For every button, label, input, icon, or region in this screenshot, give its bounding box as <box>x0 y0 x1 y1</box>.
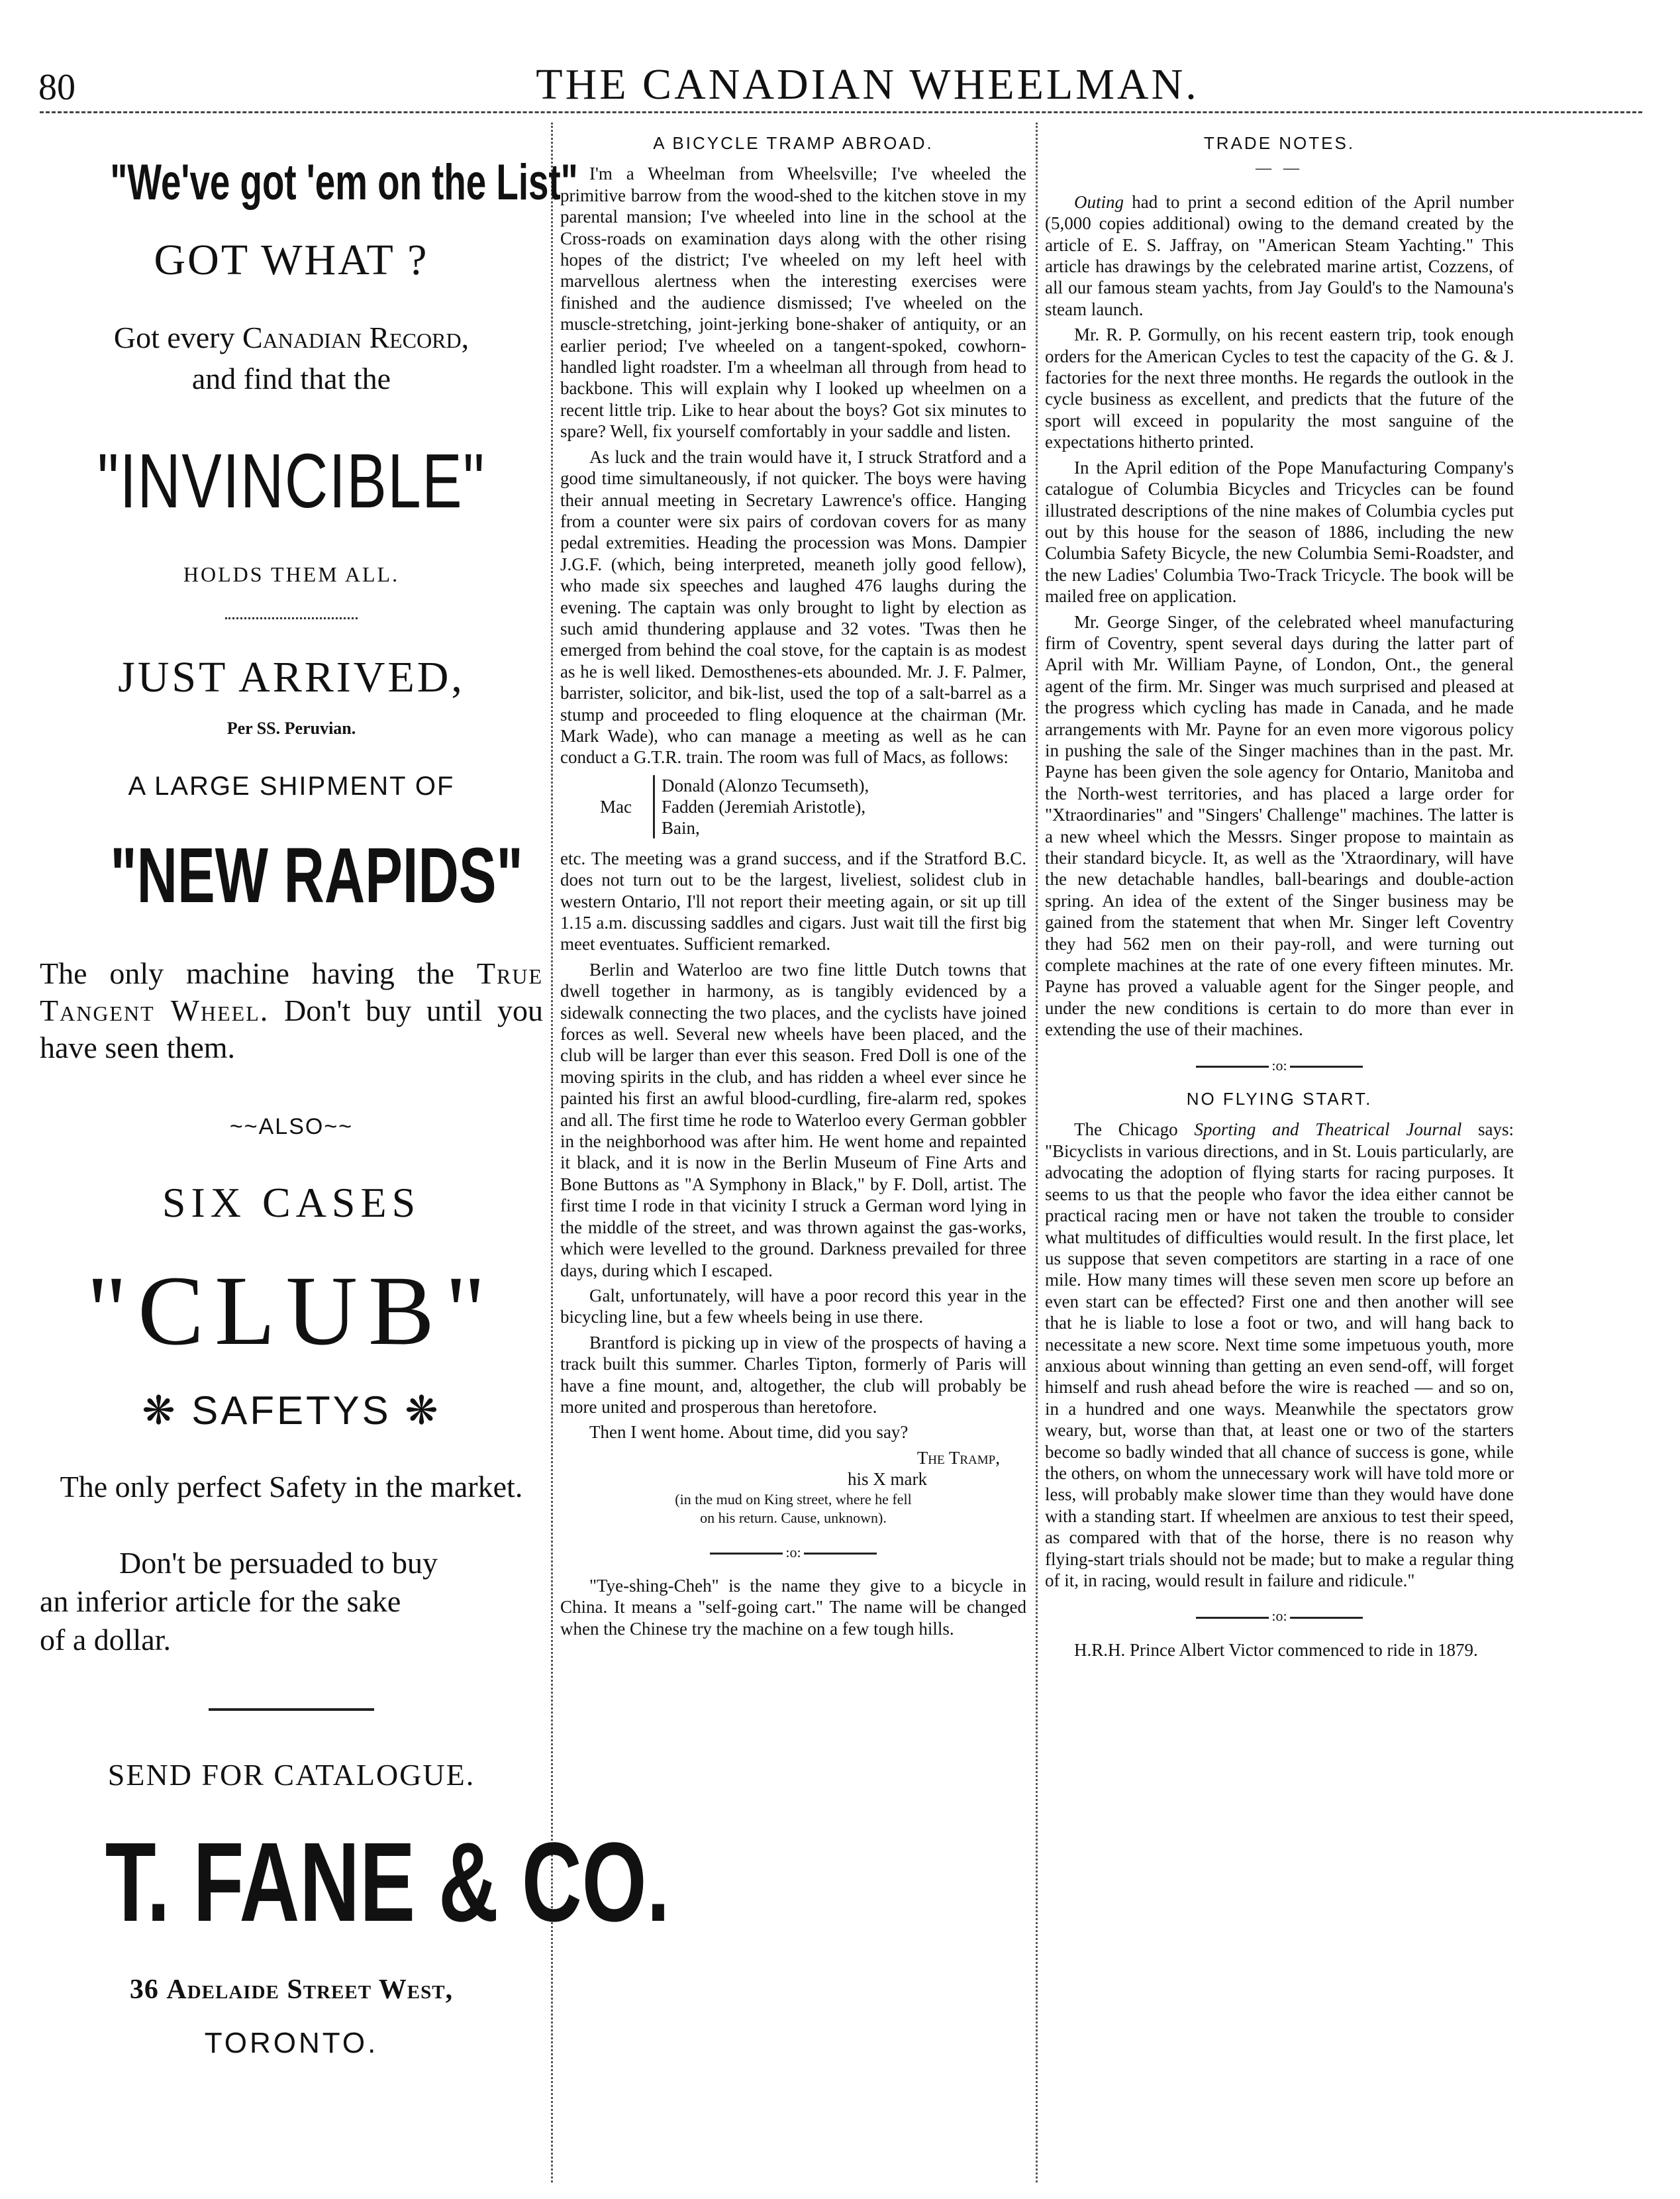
ad-perfect-safety: The only perfect Safety in the market. <box>60 1470 523 1504</box>
advertisement-column <box>40 126 670 2060</box>
ad-every-record <box>40 317 543 399</box>
masthead-title: THE CANADIAN WHEELMAN. <box>536 60 1199 109</box>
ad-every-2: and find that the <box>191 362 391 395</box>
ad-only-machine-sc: True Tangent Wheel. <box>40 956 543 1027</box>
ad-also: ~~ALSO~~ <box>229 1114 354 1139</box>
ad-rule <box>209 1708 374 1711</box>
ornament-icon: ❋ <box>405 1388 441 1433</box>
flying-paragraph-1-text: says: "Bicyclists in various directions, and in St. Louis particularly, are advocating the adoption of flying starts for racing purposes. It seems to us that the people who favor the idea either cannot be practical racing men or have not taken the trouble to consider what multitudes of difficulties would result. In the first place, let us suppose that seven competitors are starting in a race of one mile. How many times will these seven men score up before an even start can be effected? First one and then another will see that he is liable to lose a foot or two, and will hang back to necessitate a new score. Next time some impetuous youth, more anxious about winning than getting an even send-off, will forget himself and rush ahead before the wire is reached — and so on, in a hundred and one ways. Meanwhile the spectators grow weary, but, worse than that, at least one or two of the starters become so badly winded that all chance of success is gone, while the others, on whom the unnecessary work will have told more or less, will probably make slower time than they would have done with a standing start. If wheelmen are anxious to test their speed, as compared with that of the horse, there is no reason why flying-start trials should not be made; but to make a regular thing of it, in racing, would result in failure and ridicule." <box>1045 1119 1514 1590</box>
tramp-separator <box>560 1542 1026 1563</box>
tramp-note-2: on his return. Cause, unknown). <box>700 1509 887 1526</box>
mac-word: Mac <box>600 796 632 817</box>
title-dash: — — <box>1256 160 1303 178</box>
separator-rule <box>804 1553 877 1555</box>
ad-list-headline: "We've got 'em on the List" <box>110 154 578 211</box>
column-tramp <box>560 132 1026 1643</box>
ad-large-shipment: A LARGE SHIPMENT OF <box>128 772 455 801</box>
tramp-paragraph-6: Brantford is picking up in view of the prospects of having a track built this summer. Charles Tipton, formerly of Paris will have a fine mount, and, altogether, the club will probably be more united and prosperous than heretofore. <box>560 1332 1026 1417</box>
separator-rule <box>1196 1066 1269 1068</box>
tramp-paragraph-5: Galt, unfortunately, will have a poor record this year in the bicycling line, but a few wheels being in use there. <box>560 1285 1026 1327</box>
mac-name-1: Donald (Alonzo Tecumseth), <box>662 775 869 795</box>
article-title-trade: TRADE NOTES. <box>1203 133 1356 153</box>
trade-separator <box>1045 1055 1514 1076</box>
separator-rule <box>1290 1066 1363 1068</box>
ad-persuade-2: an inferior article for the sake <box>40 1584 401 1618</box>
ad-persuade-3: of a dollar. <box>40 1623 171 1657</box>
ad-only-machine-1: The only machine having the <box>40 956 455 990</box>
trade-paragraph-4: Mr. George Singer, of the celebrated wheel manufacturing firm of Coventry, spent several days during the latter part of April with Mr. William Payne, of London, Ont., the general agent of the firm. Mr. Singer was much surprised and pleased at the progress which cycling has made in Canada, and he made arrangements with Mr. Payne for an even more vigorous policy in pushing the sale of the Singer machines than in the past. Mr. Payne has been given the sole agency for Ontario, Manitoba and the North-west territories, and has placed a large order for "Xtraordinaries" and "Singers' Challenge" machines. The latter is a new wheel which the Messrs. Singer propose to maintain as their standard bicycle. It, as well as the 'Xtraordinary, will have the new detachable handles, ball-bearings and double-action spring. An idea of the extent of the Singer business may be gained from the statement that when Mr. Singer left Coventry they had 562 men on their pay-roll, and were turning out complete machines at the rate of one every fifteen minutes. Mr. Payne has proved a valuable agent for the Singer people, and under the new conditions is certain to do more than ever in extending the use of their machines. <box>1045 611 1514 1040</box>
ad-address-number: 36 <box>129 1974 159 2005</box>
outing-title: Outing <box>1074 191 1124 212</box>
ad-true-tangent <box>40 955 543 1066</box>
ad-just-arrived: JUST ARRIVED, <box>118 653 465 701</box>
ad-company-name: T. FANE & CO. <box>105 1819 670 1945</box>
ad-persuade-1: Don't be persuaded to buy <box>119 1546 438 1580</box>
tramp-paragraph-4: Berlin and Waterloo are two fine little Dutch towns that dwell together in harmony, as is tangibly evidenced by a sidewalk connecting the two places, and the cyclists have joined forces as well. Several new wheels have been placed, and the club will be larger than ever this season. Fred Doll is one of the moving spirits in the club, and has ridden a wheel ever since he painted his first an awful blood-curdling, fire-alarm red, spokes and all. The first time he rode to Waterloo every German gobbler in the neighborhood was after him. He went home and repainted it black, and it is now in the Berlin Museum of Fine Arts and Bone Buttons as "A Symphony in Black," by F. Doll, artist. The first time I rode in that vicinity I struck a German word lying in the middle of the street, and was thrown against the gas-works, which were levelled to the ground. Darkness prevailed for three days, during which I escaped. <box>560 959 1026 1280</box>
ad-per-ship: Per SS. Peruvian. <box>226 719 356 738</box>
ad-safetys-text: SAFETYS <box>191 1388 391 1433</box>
article-title-tramp: A BICYCLE TRAMP ABROAD. <box>653 133 934 153</box>
tramp-paragraph-7: Then I went home. About time, did you say? <box>589 1422 909 1443</box>
separator-mark: :o: <box>785 1543 801 1560</box>
header-rule <box>40 111 1642 113</box>
flying-separator <box>1045 1606 1514 1627</box>
journal-title: Sporting and Theatrical Journal <box>1194 1119 1462 1140</box>
tramp-signature: The Tramp, <box>916 1447 1000 1468</box>
ad-club: "CLUB" <box>86 1256 497 1366</box>
ad-only-machine-2: Don't buy until you have seen them. <box>40 994 543 1064</box>
flying-paragraph-1 <box>1045 1119 1514 1591</box>
flying-paragraph-2: H.R.H. Prince Albert Victor commenced to ride in 1879. <box>1074 1639 1478 1660</box>
ad-safetys <box>40 1388 543 1434</box>
article-title-flying: NO FLYING START. <box>1186 1089 1373 1109</box>
trade-paragraph-1-text: had to print a second edition of the April number (5,000 copies additional) owing to the demand created by the article of E. S. Jaffray, on "American Steam Yachting." This article has drawings by the celebrated marine artist, Cozzens, of all our famous steam yachts, from Jay Gould's to the Namouna's steam launch. <box>1045 191 1514 319</box>
macs-list <box>600 775 1026 839</box>
ad-send-catalogue: SEND FOR CATALOGUE. <box>107 1758 475 1792</box>
tramp-paragraph-2: As luck and the train would have it, I struck Stratford and a good time simultaneously, if not quicker. The boys were having their annual meeting in Secretary Lawrence's office. Hanging from a counter were six pairs of cordovan covers for as many pedal extremities. Heading the procession was Mons. Dampier J.G.F. (which, being interpreted, meaneth jolly good fellow), who made six speeches and laughed 476 laughs during the evening. The captain was only brought to light by election as such amid thundering applause and 32 votes. 'Twas then he emerged from behind the coal stove, for the captain is as modest as he is well liked. Demosthenes-ets abounded. Mr. J. F. Palmer, barrister, solicitor, and bik-list, used the top of a salt-barrel as a stump and proceeded to fling eloquence at the chairman (Mr. Mark Wade), who can manage a meeting as well as he can conduct a G.T.R. train. The room was full of Macs, as follows: <box>560 446 1026 768</box>
page-number: 80 <box>38 67 75 108</box>
separator-mark: :o: <box>1271 1056 1287 1074</box>
ad-city: TORONTO. <box>204 2027 379 2059</box>
tramp-paragraph-8: "Tye-shing-Cheh" is the name they give to a bicycle in China. It means a "self-going cart." The name will be changed when the Chinese try the machine on a few tough hills. <box>560 1575 1026 1639</box>
tramp-paragraph-3: etc. The meeting was a grand success, and if the Stratford B.C. does not turn out to be the largest, liveliest, solidest club in western Ontario, I'll not report their meeting again, or sit up till 1.15 a.m. discussing saddles and cigars. Just wait till the first big meet eventuates. Sufficient remarked. <box>560 848 1026 954</box>
ornament-icon: ❋ <box>142 1388 178 1433</box>
tramp-paragraph-1: I'm a Wheelman from Wheelsville; I've wheeled the primitive barrow from the wood-shed to the kitchen stove in my parental mansion; I've wheeled into line in the school at the Cross-roads on examination days along with the other rising hopes of the district; I've wheeled on my left heel with marvellous alertness when the interesting exercises were finished and the audience dismissed; I've wheeled on the muscle-stretching, joint-jerking bone-shaker of antiquity, or an earlier period; I've wheeled on a tangent-spoked, cowhorn-handled light roadster. I'm a wheelman all through from head to backbone. This will explain why I looked up wheelmen on a recent little trip. Like to hear about the boys? Got six minutes to spare? Well, fix yourself comfortably in your saddle and listen. <box>560 164 1026 442</box>
ad-six-cases: SIX CASES <box>162 1179 421 1226</box>
ad-got-what: GOT WHAT ? <box>154 236 429 284</box>
separator-mark: :o: <box>1271 1608 1287 1625</box>
separator-rule <box>1290 1617 1363 1619</box>
ad-holds-them-all: HOLDS THEM ALL. <box>183 562 400 586</box>
tramp-signature-mark: his X mark <box>848 1469 927 1490</box>
brace-icon <box>653 775 655 839</box>
trade-paragraph-3: In the April edition of the Pope Manufacturing Company's catalogue of Columbia Bicycles and Tricycles can be found illustrated descriptions of the nine makes of Columbia cycles put out by this house for the season of 1886, including the new Columbia Safety Bicycle, the new Columbia Semi-Roadster, and the new Ladies' Columbia Two-Track Tricycle. The book will be mailed free on application. <box>1045 457 1514 607</box>
ad-address-street: Adelaide Street West, <box>166 1974 454 2005</box>
ad-persuade <box>40 1544 543 1659</box>
ad-address <box>40 1974 543 2006</box>
ad-every-1: Got every <box>113 321 235 354</box>
flying-lead: The Chicago <box>1074 1119 1178 1140</box>
column-divider-2 <box>1036 123 1038 2182</box>
ad-new-rapids: "NEW RAPIDS" <box>110 832 523 919</box>
ad-every-sc: Canadian Record, <box>242 321 469 354</box>
trade-paragraph-2: Mr. R. P. Gormully, on his recent eastern trip, took enough orders for the American Cycles to test the capacity of the G. & J. factories for the next three months. He regards the outlook in the cycle business as excellent, and predicts that the future of the sport will exceed in popularity the most sanguine of the expectations hitherto printed. <box>1045 325 1514 452</box>
ad-invincible: "INVINCIBLE" <box>97 438 485 524</box>
mac-name-3: Bain, <box>662 817 700 838</box>
ad-divider <box>225 617 358 619</box>
mac-name-2: Fadden (Jeremiah Aristotle), <box>662 796 866 817</box>
tramp-note-1: (in the mud on King street, where he fell <box>675 1490 912 1508</box>
column-trade <box>1045 132 1514 1664</box>
separator-rule <box>1196 1617 1269 1619</box>
separator-rule <box>710 1553 783 1555</box>
trade-paragraph-1 <box>1045 191 1514 320</box>
